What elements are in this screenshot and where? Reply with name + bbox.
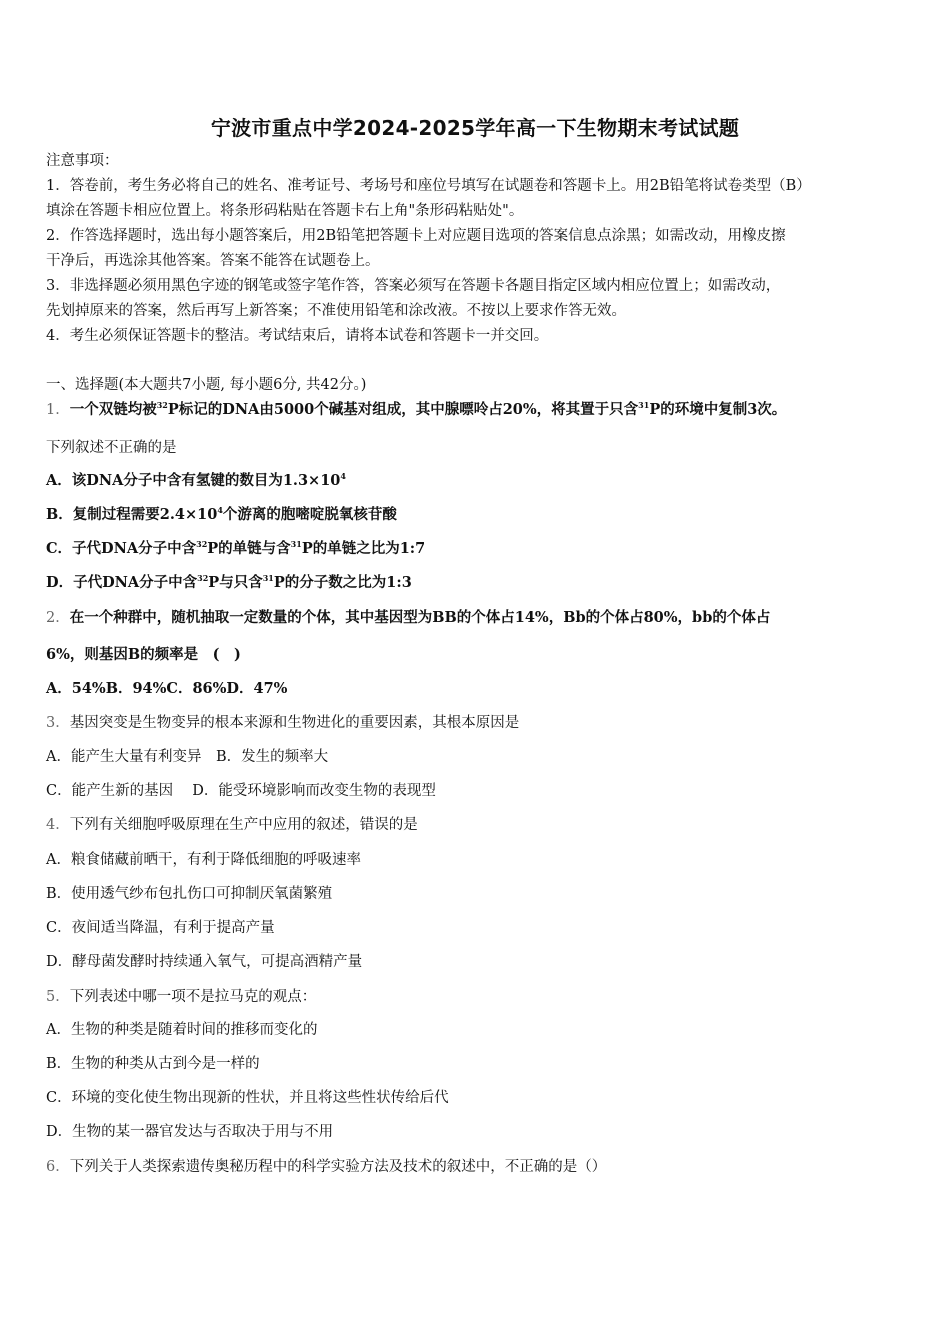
option-a: A．粮食储藏前晒干，有利于降低细胞的呼吸速率 xyxy=(46,852,361,868)
question-number: 4． xyxy=(46,817,70,833)
question-number: 2． xyxy=(46,610,70,626)
question-text: 下列关于人类探索遗传奥秘历程中的科学实验方法及技术的叙述中，不正确的是（） xyxy=(69,1159,607,1175)
question-2-options: A．54%B．94%C．86%D．47% xyxy=(46,680,288,697)
option-a: A．生物的种类是随着时间的推移而变化的 xyxy=(46,1022,318,1038)
option-text: P的单链与含 xyxy=(207,540,291,557)
notice-line: 先划掉原来的答案，然后再写上新答案；不准使用铅笔和涂改液。不按以上要求作答无效。 xyxy=(46,303,626,319)
option-text: P与只含 xyxy=(208,574,263,591)
superscript: 4 xyxy=(340,471,346,481)
option-c: C．夜间适当降温，有利于提高产量 xyxy=(46,920,275,936)
option-text: A．该DNA分子中含有氢键的数目为1.3×10 xyxy=(46,472,341,489)
question-text: 一个双链均被 xyxy=(69,401,157,418)
question-number: 6． xyxy=(46,1159,70,1175)
question-text: 下列有关细胞呼吸原理在生产中应用的叙述，错误的是 xyxy=(69,817,418,833)
superscript: 32 xyxy=(197,573,209,583)
notice-line: 1．答卷前，考生务必将自己的姓名、准考证号、考场号和座位号填写在试题卷和答题卡上。用2B铅笔将试卷类型（B） xyxy=(46,178,811,194)
superscript: 4 xyxy=(217,505,223,515)
superscript: 31 xyxy=(638,400,650,410)
question-text: 基因突变是生物变异的根本来源和生物进化的重要因素，其根本原因是 xyxy=(69,715,520,731)
question-5 xyxy=(46,987,316,1007)
notice-line: 3．非选择题必须用黑色字迹的钢笔或签字笔作答，答案必须写在答题卡各题目指定区域内相应位置上；如需改动， xyxy=(46,278,781,294)
superscript: 31 xyxy=(262,573,274,583)
question-1 xyxy=(46,400,786,420)
superscript: 32 xyxy=(156,400,168,410)
question-text: 下列表述中哪一项不是拉马克的观点： xyxy=(69,989,317,1005)
question-6 xyxy=(46,1157,606,1177)
option-text: P的单链之比为1:7 xyxy=(301,540,426,557)
question-text: P标记的DNA由5000个碱基对组成，其中腺嘌呤占20%，将其置于只含 xyxy=(167,401,639,418)
question-2-stem: 6%，则基因B的频率是 ( ) xyxy=(46,646,241,663)
question-4 xyxy=(46,815,418,835)
notice-line: 干净后，再选涂其他答案。答案不能答在试题卷上。 xyxy=(46,253,380,269)
option-text: P的分子数之比为1:3 xyxy=(273,574,412,591)
notice-line: 4．考生必须保证答题卡的整洁。考试结束后，请将本试卷和答题卡一并交回。 xyxy=(46,328,549,344)
superscript: 31 xyxy=(290,539,302,549)
option-text: C．子代DNA分子中含 xyxy=(46,540,197,557)
question-text: 在一个种群中，随机抽取一定数量的个体，其中基因型为BB的个体占14%，Bb的个体占80%，bb的个体占 xyxy=(69,609,771,626)
option-b xyxy=(46,505,397,525)
question-number: 3． xyxy=(46,715,70,731)
option-b: B．生物的种类从古到今是一样的 xyxy=(46,1056,260,1072)
option-text: D．子代DNA分子中含 xyxy=(46,574,198,591)
option-text: 个游离的胞嘧啶脱氧核苷酸 xyxy=(222,506,397,523)
question-text: P的环境中复制3次。 xyxy=(649,401,787,418)
question-2 xyxy=(46,608,770,628)
option-d xyxy=(46,573,412,593)
option-d: D．酵母菌发酵时持续通入氧气，可提高酒精产量 xyxy=(46,954,363,970)
question-1-stem: 下列叙述不正确的是 xyxy=(46,440,177,456)
option-d: D．生物的某一器官发达与否取决于用与不用 xyxy=(46,1124,334,1140)
superscript: 32 xyxy=(196,539,208,549)
option-text: B．复制过程需要2.4×10 xyxy=(46,506,218,523)
question-3 xyxy=(46,713,519,733)
notice-line: 填涂在答题卡相应位置上。将条形码粘贴在答题卡右上角"条形码粘贴处"。 xyxy=(46,203,524,219)
option-c xyxy=(46,539,425,559)
notice-line: 2．作答选择题时，选出每小题答案后，用2B铅笔把答题卡上对应题目选项的答案信息点涂黑；如需改动，用橡皮擦 xyxy=(46,228,786,244)
option-c: C．环境的变化使生物出现新的性状，并且将这些性状传给后代 xyxy=(46,1090,449,1106)
notice-heading: 注意事项： xyxy=(46,153,119,169)
question-number: 1． xyxy=(46,402,70,418)
option-cd: C．能产生新的基因 D．能受环境影响而改变生物的表现型 xyxy=(46,783,436,799)
question-number: 5． xyxy=(46,989,70,1005)
option-ab: A．能产生大量有利变异 B．发生的频率大 xyxy=(46,749,329,765)
option-b: B．使用透气纱布包扎伤口可抑制厌氧菌繁殖 xyxy=(46,886,333,902)
option-a xyxy=(46,471,346,491)
page-title: 宁波市重点中学2024-2025学年高一下生物期末考试试题 xyxy=(210,116,740,140)
section-heading: 一、选择题(本大题共7小题, 每小题6分, 共42分。) xyxy=(46,377,367,393)
